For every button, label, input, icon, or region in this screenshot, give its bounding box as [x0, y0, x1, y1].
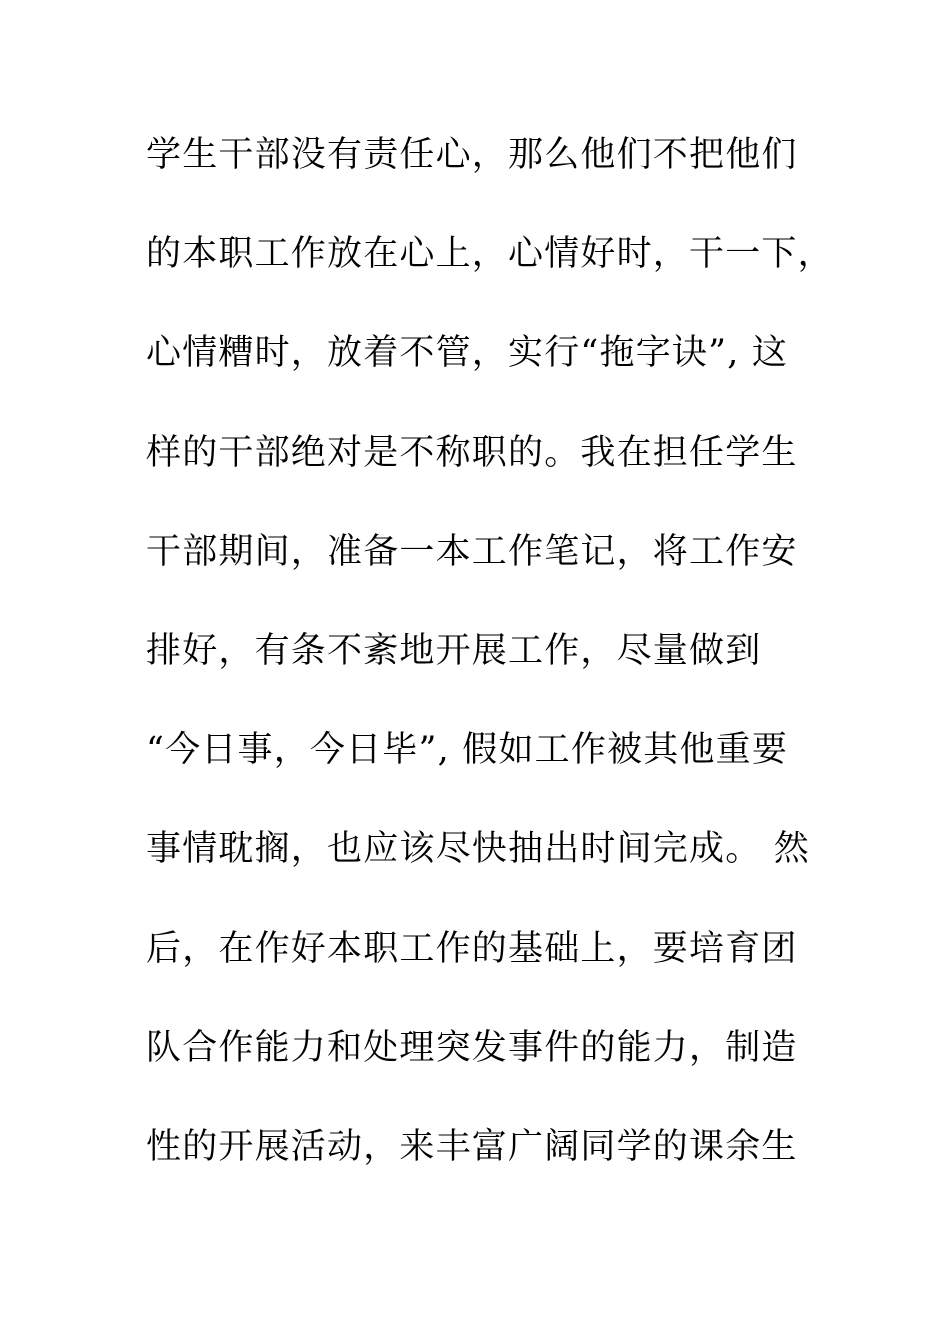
body-text	[146, 124, 834, 1215]
text-line: 队合作能力和处理突发事件的能力，制造	[146, 1027, 798, 1068]
text-line: 的本职工作放在心上，心情好时，干一下，	[146, 234, 834, 275]
text-line: 样的干部绝对是不称职的。我在担任学生	[146, 432, 798, 473]
text-line: 排好，有条不紊地开展工作，尽量做到	[146, 630, 762, 671]
text-line: 干部期间，准备一本工作笔记，将工作安	[146, 531, 798, 572]
text-line: 后，在作好本职工作的基础上，要培育团	[146, 928, 798, 969]
text-line: 心情糟时，放着不管，实行“拖字诀”, 这	[146, 333, 789, 374]
text-line: 事情耽搁，也应该尽快抽出时间完成。 然	[146, 829, 810, 870]
text-line: 学生干部没有责任心，那么他们不把他们	[146, 135, 798, 175]
text-line: 性的开展活动，来丰富广阔同学的课余生	[146, 1126, 798, 1167]
text-line: “今日事，今日毕”, 假如工作被其他重要	[146, 730, 789, 771]
